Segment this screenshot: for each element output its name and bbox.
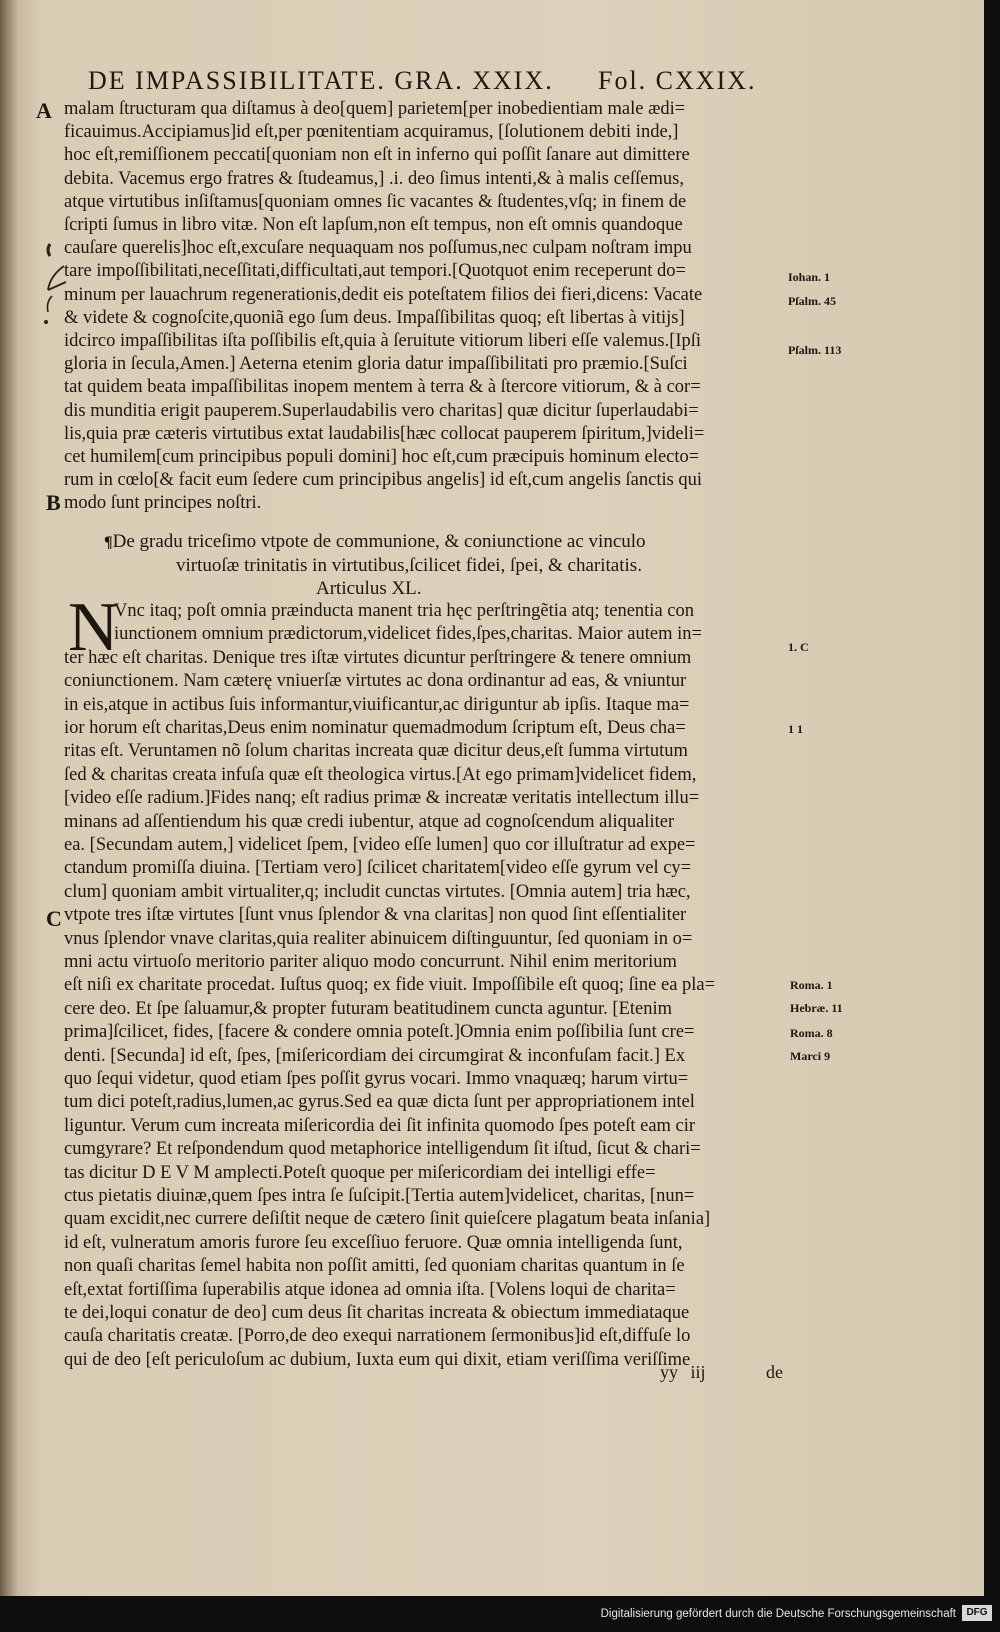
upper-text-line: ſcripti ſumus in libro vitæ. Non eſt lapſum,non eſt tempus, non eſt omnis quandoque xyxy=(64,215,683,235)
upper-text-line: & videte & cognoſcite,quoniã ego ſum deus. Impaſſibilitas quoq; eſt libertas à vitijs] xyxy=(64,307,685,328)
upper-text-line: gloria in ſecula,Amen.] Aeterna etenim gloria datur impaſſibilitati pro præmio.[Suſci xyxy=(64,354,688,375)
lower-text-line: qui de deo [eſt periculoſum ac dubium, Iuxta eum qui dixit, etiam veriſſima veriſſime xyxy=(64,1349,691,1370)
upper-text-line: modo ſunt principes noſtri. xyxy=(64,493,262,514)
lower-text-line: clum] quoniam ambit virtualiter,q; includit cunctas virtutes. [Omnia autem] tria hæc, xyxy=(64,881,691,902)
upper-text-line: rum in cœlo[& facit eum ſedere cum principibus angelis] id eſt,cum angelis ſanctis qui xyxy=(64,470,703,491)
lower-text-line: minans ad aſſentiendum his quæ credi iubentur, atque ad cognoſcendum aliqualiter xyxy=(64,811,675,832)
upper-text-line: minum per lauachrum regenerationis,dedit eis poteſtatem filios dei fieri,dicens: Vacate xyxy=(64,284,703,305)
margin-ref-psalm-113: Pſalm. 113 xyxy=(788,343,842,357)
chapter-heading-line-2: virtuoſæ trinitatis in virtutibus,ſcilicet fidei, ſpei, & charitatis. xyxy=(176,555,642,576)
margin-ref-johan: Iohan. 1 xyxy=(788,270,831,284)
signature-mark: yy iij xyxy=(660,1362,706,1382)
dfg-logo: DFG xyxy=(962,1605,992,1621)
upper-text-line: lis,quia præ cæteris virtutibus extat laudabilis[hæc collocat pauperem ſpiritum,]videli= xyxy=(64,423,705,444)
margin-ref-cor-1: 1. C xyxy=(788,640,809,654)
lower-text-line: Vnc itaq; poſt omnia præinducta manent tria hęc perſtringẽtia atq; tenentia con xyxy=(114,601,694,621)
lower-text-line: iunctionem omnium prædictorum,videlicet fides,ſpes,charitas. Maior autem in= xyxy=(114,624,702,645)
lower-text-line: ior horum eſt charitas,Deus enim nominatur quemadmodum ſcriptum eſt, Deus cha= xyxy=(64,718,686,738)
margin-ref-cor-2: 1 1 xyxy=(788,722,803,736)
lower-text-line: coniunctionem. Nam cæterę vniuerſæ virtutes ac dona ordinantur ad eas, & vniuntur xyxy=(64,671,687,692)
upper-text-line: atque virtutibus inſiſtamus[quoniam omnes ſic vacantes & ſtudentes,vſq; in finem de xyxy=(64,191,687,212)
lower-text-line: eſt,extat fortiſſima ſuperabilis atque idonea ad omnia iſta. [Volens loqui de charita= xyxy=(64,1279,676,1300)
upper-text-line: idcirco impaſſibilitas iſta poſſibilis eſt,quia à ſeruitute vitiorum liberi eſſe valemus.[Ipſi xyxy=(64,331,702,351)
catchword: de xyxy=(766,1362,783,1382)
lower-text-line: tas dicitur D E V M amplecti.Poteſt quoque per miſericordiam dei intelligi effe= xyxy=(64,1162,656,1183)
chapter-heading-line-3: Articulus XL. xyxy=(316,578,422,599)
section-letter-b: B xyxy=(46,490,61,515)
lower-text-line: cere deo. Et ſpe ſaluamur,& propter futuram beatitudinem cuncta aguntur. [Etenim xyxy=(64,998,672,1019)
paragraph-mark-icon: ¶ xyxy=(104,534,113,551)
running-header-title: DE IMPASSIBILITATE. GRA. XXIX. xyxy=(88,66,554,95)
upper-text-line: dis munditia erigit pauperem.Superlaudabilis vero charitas] quæ dicitur ſuperlaudabi= xyxy=(64,400,699,421)
lower-text-line: quam excidit,nec currere deſiſtit neque de cætero ſinit quieſcere plagatum beata inſania] xyxy=(64,1209,711,1230)
margin-ref-roma-2: Roma. 8 xyxy=(790,1026,833,1040)
lower-text-line: cauſa charitatis creatæ. [Porro,de deo exequi narrationem ſermonibus]id eſt,diffuſe lo xyxy=(64,1326,691,1347)
lower-text-line: ter hæc eſt charitas. Denique tres iſtæ virtutes dicuntur perſtringere & tenere omnium xyxy=(64,647,692,668)
section-letter-c: C xyxy=(46,906,62,931)
lower-text-line: ritas eſt. Veruntamen nõ ſolum charitas increata quæ dicitur deus,eſt ſumma virtutum xyxy=(64,741,688,762)
lower-text-line: ctus pietatis diuinæ,quem ſpes intra ſe ſuſcipit.[Tertia autem]videlicet, charitas, [nun= xyxy=(64,1186,695,1206)
lower-text-line: prima]ſcilicet, fides, [facere & condere omnia poteſt.]Omnia enim poſſibilia ſunt cre= xyxy=(64,1022,695,1043)
lower-text-line: non quaſi charitas ſemel habita non poſſit amitti, ſed quoniam charitas quantum in ſe xyxy=(64,1256,685,1277)
margin-ref-psalm-45: Pſalm. 45 xyxy=(788,294,836,308)
upper-text-line: cet humilem[cum principibus populi domini] hoc eſt,cum præcipuis hominum electo= xyxy=(64,447,700,467)
margin-ref-hebr: Hebræ. 11 xyxy=(790,1001,843,1015)
lower-text-line: mni actu virtuoſo meritorio pariter aliquo modo concurrunt. Nihil enim meritorium xyxy=(64,952,677,972)
lower-text-line: ea. [Secundam autem,] videlicet ſpem, [video eſſe lumen] quo cor illuſtratur ad expe= xyxy=(64,835,696,855)
lower-text-line: liguntur. Verum cum increata miſericordia dei ſit infinita quomodo ſpes poteſt eam cir xyxy=(64,1115,696,1136)
upper-text-line: ficauimus.Accipiamus]id eſt,per pœnitentiam acquiramus, [ſolutionem debiti inde,] xyxy=(64,122,679,143)
section-letter-a: A xyxy=(36,98,52,123)
upper-text-line: malam ſtructuram qua diſtamus à deo[quem] parietem[per inobedientiam male ædi= xyxy=(64,99,686,119)
lower-text-line: cumgyrare? Et reſpondendum quod metaphorice intelligendum ſit iſtud, ſicut & chari= xyxy=(64,1139,701,1160)
lower-text-line: in eis,atque in actibus ſuis informantur,viuificantur,ac diriguntur ab ipſis. Itaque ma= xyxy=(64,694,690,715)
drop-cap: N xyxy=(68,589,119,666)
upper-text-line: cauſare querelis]hoc eſt,excuſare nequaquam nos poſſumus,nec culpam noſtram impu xyxy=(64,238,692,259)
lower-text-line: id eſt, vulneratum amoris furore ſeu exceſſiuo feruore. Quæ omnia intelligenda ſunt, xyxy=(64,1232,683,1253)
lower-text-line: ctandum promiſſa diuina. [Tertiam vero] ſcilicet charitatem[video eſſe gyrum vel cy= xyxy=(64,858,692,879)
lower-text-line: [video eſſe radium.]Fides nanq; eſt radius primæ & increatæ veritatis intellectum illu= xyxy=(64,788,700,809)
margin-ref-roma-1: Roma. 1 xyxy=(790,978,833,992)
lower-text-line: vnus ſplendor vnave claritas,quia realiter abinuicem diſtinguuntur, ſed quoniam in o= xyxy=(64,928,693,949)
lower-text-line: tum dici poteſt,radius,lumen,ac gyrus.Sed ea quæ dicta ſunt per appropriationem intel xyxy=(64,1092,695,1113)
lower-text-line: quo ſequi videtur, quod etiam ſpes poſſit gyrus vocari. Immo vnaquæq; harum virtu= xyxy=(64,1069,689,1089)
lower-text-line: vtpote tres iſtæ virtutes [ſunt vnus ſplendor & vna claritas] non quod ſint eſſentialiter xyxy=(64,905,687,926)
running-header-folio: Fol. CXXIX. xyxy=(598,66,757,95)
upper-text-line: debita. Vacemus ergo fratres & ſtudeamus,] .i. deo ſimus intenti,& à malis ceſſemus, xyxy=(64,168,684,189)
upper-text-line: tat quidem beata impaſſibilitas inopem mentem à terra & à ſtercore vitiorum, & à cor= xyxy=(64,377,701,398)
lower-text-line: ſed & charitas creata infuſa quæ eſt theologica virtus.[At ego primam]videlicet fidem, xyxy=(64,764,697,785)
upper-text-line: hoc eſt,remiſſionem peccati[quoniam non eſt in inferno qui poſſit ſanare aut dimittere xyxy=(64,145,690,166)
lower-text-line: eſt niſi ex charitate procedat. Iuſtus quoq; ex fide viuit. Impoſſibile eſt quoq; ſine ea pla= xyxy=(64,975,716,996)
lower-text-line: denti. [Secunda] id eſt, ſpes, [miſericordiam dei circumgirat & inconfuſam facit.] Ex xyxy=(64,1045,686,1066)
footer-credit: Digitalisierung gefördert durch die Deutsche Forschungsgemeinschaft xyxy=(600,1608,956,1620)
chapter-heading-line-1: ¶De gradu triceſimo vtpote de communione, & coniunctione ac vinculo xyxy=(104,531,646,552)
lower-text-line: te dei,loqui conatur de deo] cum deus ſit charitas increata & obiectum immediataque xyxy=(64,1303,690,1323)
upper-text-line: tare impoſſibilitati,neceſſitati,difficultati,aut tempori.[Quotquot enim receperunt do= xyxy=(64,261,686,282)
margin-ref-marci: Marci 9 xyxy=(790,1049,831,1063)
